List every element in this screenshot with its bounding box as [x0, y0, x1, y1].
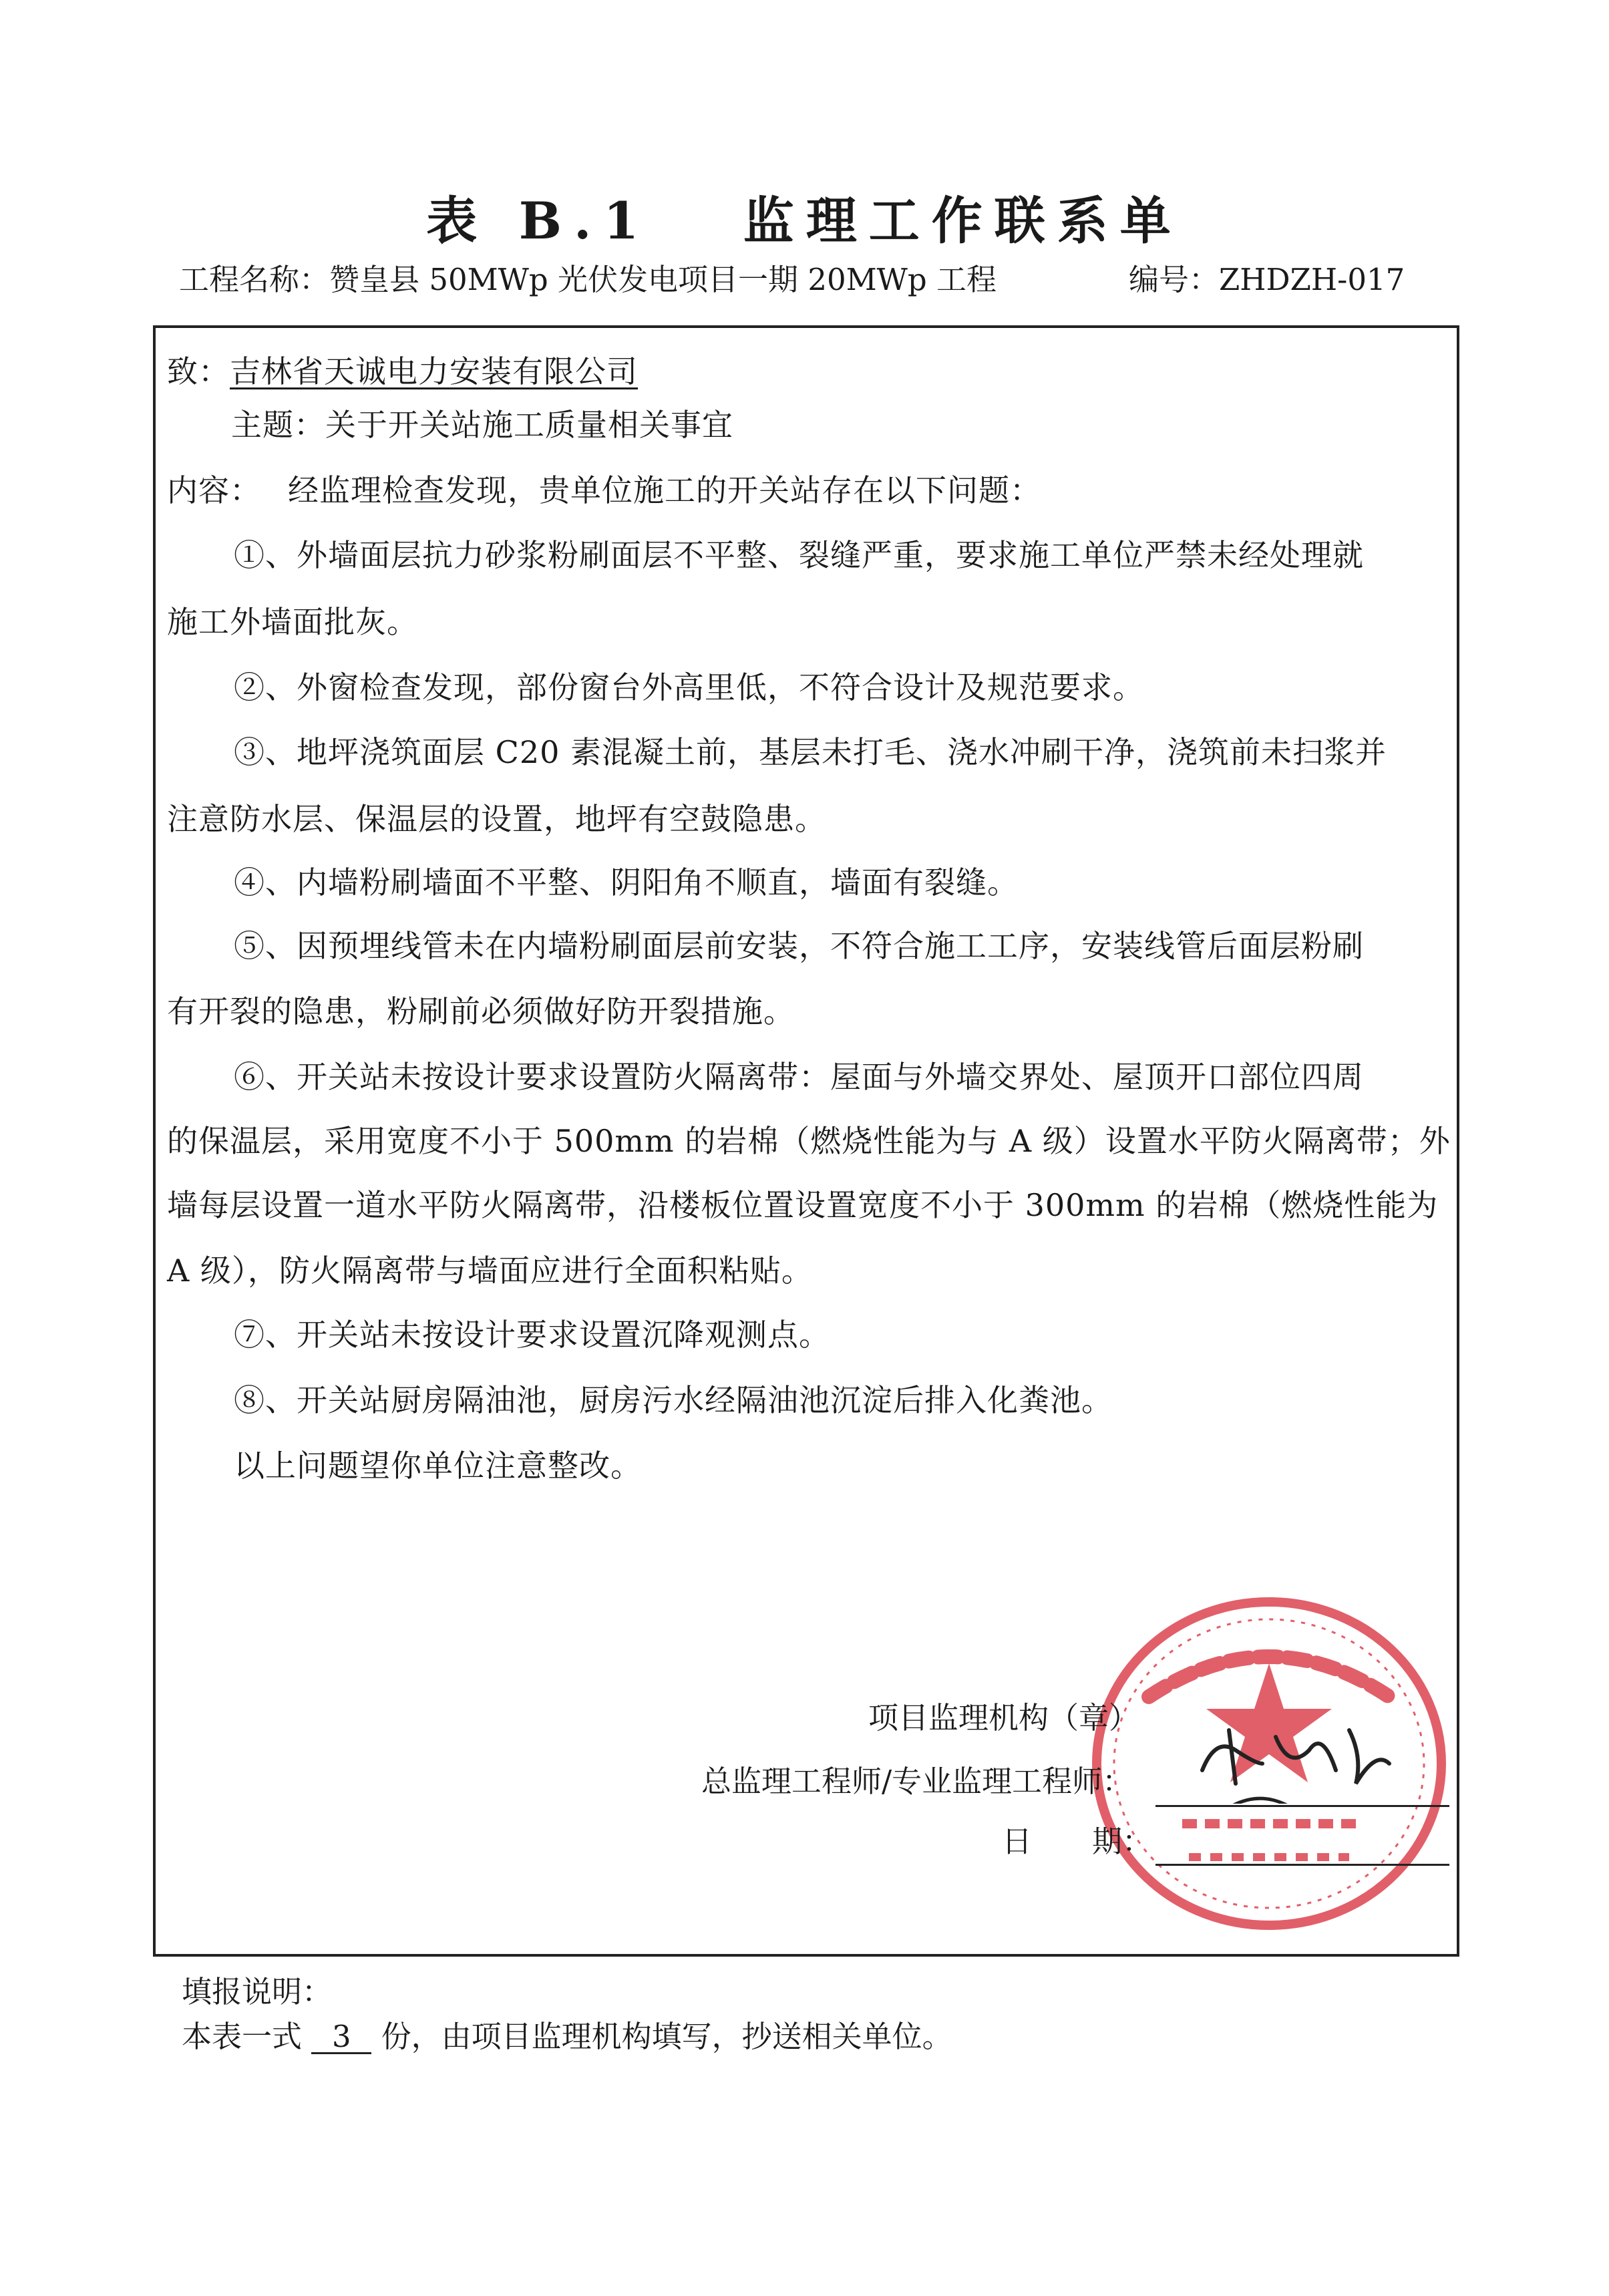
date-label: 日 期： — [1002, 1824, 1153, 1859]
handwritten-signature-icon — [1189, 1710, 1403, 1804]
issue-3-line-2: 注意防水层、保温层的设置，地坪有空鼓隐患。 — [167, 801, 826, 837]
project-label: 工程名称： — [179, 262, 330, 297]
issue-1-line-2: 施工外墙面批灰。 — [167, 604, 418, 640]
notes-line — [182, 2012, 952, 2056]
date-rule — [1155, 1864, 1449, 1866]
chief-engineer-label: 总监理工程师/专业监理工程师： — [701, 1764, 1133, 1799]
issue-1-line-1: ①、外墙面层抗力砂浆粉刷面层不平整、裂缝严重，要求施工单位严禁未经处理就 — [234, 537, 1364, 573]
issue-3-line-1: ③、地坪浇筑面层 C20 素混凝土前，基层未打毛、浇水冲刷干净，浇筑前未扫浆并 — [234, 734, 1387, 770]
subject-value: 关于开关站施工质量相关事宜 — [325, 407, 733, 443]
subject-line — [231, 401, 733, 445]
content-line — [167, 466, 1041, 510]
issue-6-line-4: A 级），防火隔离带与墙面应进行全面积粘贴。 — [167, 1253, 813, 1289]
issue-4-line-1: ④、内墙粉刷墙面不平整、阴阳角不顺直，墙面有裂缝。 — [234, 864, 1019, 900]
code-value: ZHDZH-017 — [1219, 262, 1405, 297]
notes-title: 填报说明： — [182, 1974, 333, 2009]
content-intro: 经监理检查发现，贵单位施工的开关站存在以下问题： — [288, 472, 1041, 508]
recipient-value: 吉林省天诚电力安装有限公司 — [230, 353, 638, 389]
code-label: 编号： — [1129, 262, 1220, 297]
issue-5-line-1: ⑤、因预埋线管未在内墙粉刷面层前安装，不符合施工工序，安装线管后面层粉刷 — [234, 928, 1364, 964]
subject-label: 主题： — [231, 407, 325, 443]
copies-count: 3 — [311, 2021, 371, 2054]
closing-line: 以上问题望你单位注意整改。 — [234, 1448, 642, 1484]
code-line — [1129, 255, 1405, 299]
project-line — [179, 255, 997, 299]
engineer-signature-rule — [1155, 1805, 1449, 1807]
notes-prefix: 本表一式 — [182, 2019, 303, 2054]
content-label: 内容： — [167, 472, 261, 508]
issue-5-line-2: 有开裂的隐患，粉刷前必须做好防开裂措施。 — [167, 993, 795, 1029]
notes-suffix: 份，由项目监理机构填写，抄送相关单位。 — [381, 2019, 952, 2054]
issue-6-line-2: 的保温层，采用宽度不小于 500mm 的岩棉（燃烧性能为与 A 级）设置水平防火隔离带；外 — [167, 1123, 1451, 1159]
supervision-org-label: 项目监理机构（章） — [868, 1700, 1139, 1736]
issue-8-line-1: ⑧、开关站厨房隔油池，厨房污水经隔油池沉淀后排入化粪池。 — [234, 1382, 1113, 1418]
recipient-line — [167, 347, 638, 391]
issue-2-line-1: ②、外窗检查发现，部份窗台外高里低，不符合设计及规范要求。 — [234, 669, 1144, 705]
issue-6-line-3: 墙每层设置一道水平防火隔离带，沿楼板位置设置宽度不小于 300mm 的岩棉（燃烧性能为 — [167, 1187, 1439, 1223]
issue-7-line-1: ⑦、开关站未按设计要求设置沉降观测点。 — [234, 1317, 830, 1353]
page-title: 表 B.1 监理工作联系单 — [426, 191, 1183, 251]
recipient-label: 致： — [167, 353, 230, 389]
issue-6-line-1: ⑥、开关站未按设计要求设置防火隔离带：屋面与外墙交界处、屋顶开口部位四周 — [234, 1059, 1364, 1095]
project-name: 赞皇县 50MWp 光伏发电项目一期 20MWp 工程 — [329, 262, 997, 297]
